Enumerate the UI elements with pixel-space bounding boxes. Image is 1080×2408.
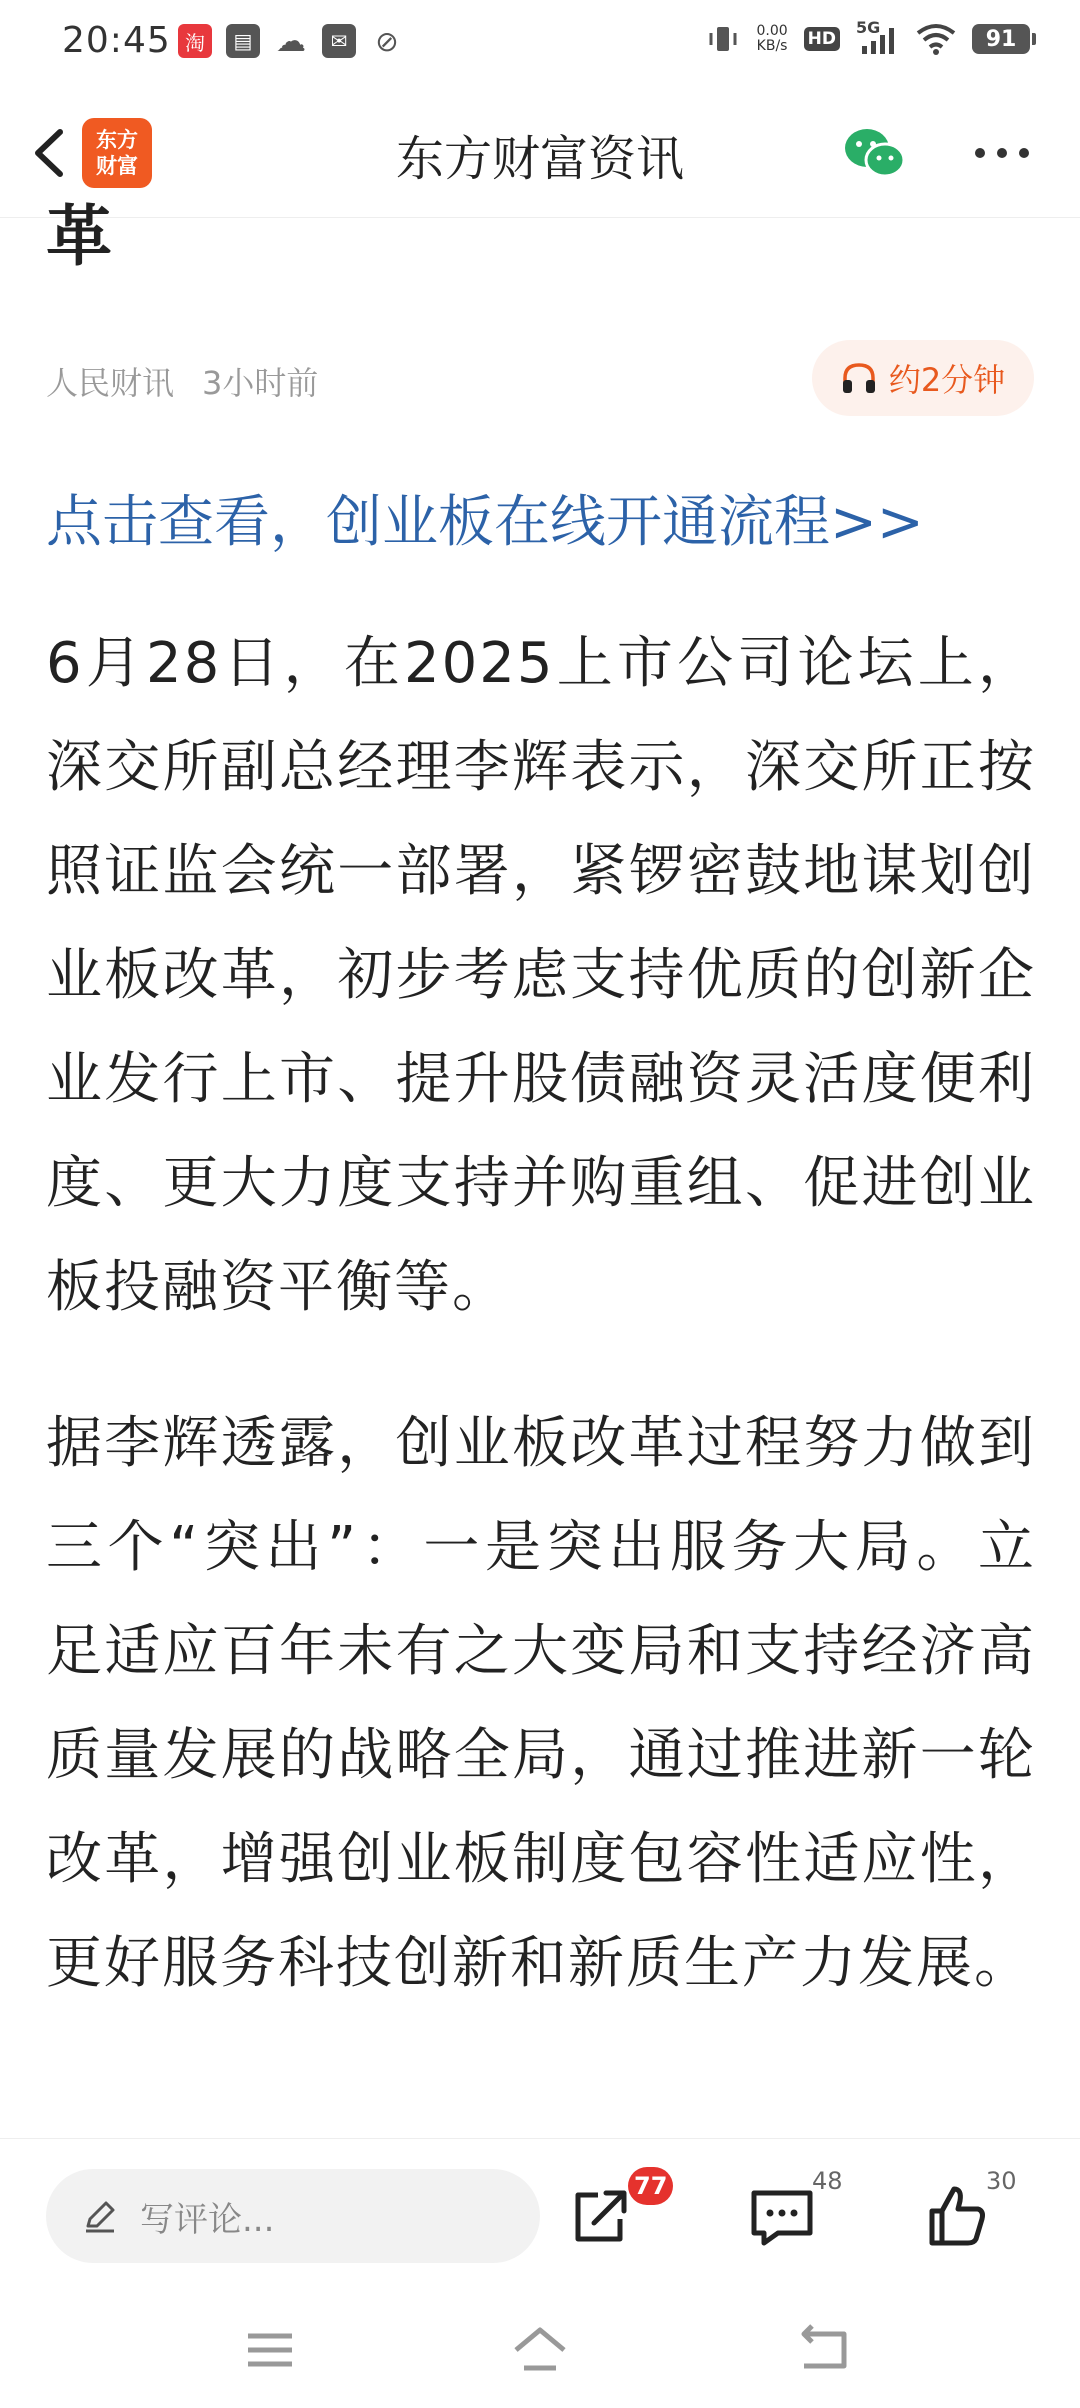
listen-button[interactable]	[812, 340, 1034, 416]
promo-link[interactable]: 点击查看，创业板在线开通流程>>	[46, 490, 924, 555]
comment-count: 48	[812, 2167, 843, 2195]
hd-icon: HD	[804, 27, 840, 51]
leaf-notification-icon: ⊘	[370, 24, 404, 58]
more-options-icon[interactable]	[970, 126, 1034, 180]
mail-notification-icon: ✉	[322, 24, 356, 58]
taobao-notification-icon: 淘	[178, 24, 212, 58]
headphones-icon	[841, 361, 877, 395]
wechat-share-icon[interactable]	[842, 124, 908, 184]
menu-icon[interactable]	[240, 2322, 300, 2378]
battery-icon	[972, 24, 1030, 54]
signal-icon	[856, 18, 900, 56]
cloud-notification-icon: ☁	[276, 23, 306, 59]
like-count: 30	[986, 2167, 1017, 2195]
listen-duration: 约2分钟	[888, 361, 1006, 399]
vibrate-icon	[706, 22, 740, 56]
network-speed-value: 0.00	[756, 23, 788, 39]
article-source[interactable]: 人民财讯	[46, 364, 175, 402]
bottom-toolbar	[0, 2138, 1080, 2288]
page-title: 东方财富资讯	[395, 131, 684, 187]
status-bar	[0, 0, 1080, 88]
comment-placeholder: 写评论...	[140, 2199, 275, 2240]
article-meta	[46, 358, 318, 404]
bus-notification-icon: ▤	[226, 24, 260, 58]
system-navigation-bar	[0, 2288, 1080, 2408]
notification-icons	[178, 24, 404, 58]
home-icon[interactable]	[510, 2322, 570, 2378]
comment-input[interactable]	[46, 2169, 540, 2263]
article-time: 3小时前	[202, 364, 319, 402]
share-count-badge: 77	[628, 2167, 673, 2205]
status-indicators	[706, 18, 1030, 56]
network-speed-unit: KB/s	[756, 38, 788, 54]
logo-text-line2: 财富	[96, 154, 138, 178]
network-speed	[756, 24, 787, 54]
status-time: 20:45	[62, 20, 171, 61]
article-paragraph-2: 据李辉透露，创业板改革过程努力做到三个“突出”：一是突出服务大局。立足适应百年未有之大变局和支持经济高质量发展的战略全局，通过推进新一轮改革，增强创业板制度包容性适应性，更好服务科技创新和新质生产力发展。	[46, 1411, 1036, 1996]
pencil-icon	[82, 2198, 118, 2234]
article-paragraph-1: 6月28日，在2025上市公司论坛上，深交所副总经理李辉表示，深交所正按照证监会统一部署，紧锣密鼓地谋划创业板改革，初步考虑支持优质的创新企业发行上市、提升股债融资灵活度便利度、更大力度支持并购重组、促进创业板投融资平衡等。	[46, 631, 1036, 1320]
wifi-icon	[916, 23, 956, 55]
top-nav-bar	[0, 88, 1080, 218]
logo-text-line1: 东方	[96, 128, 138, 152]
network-type: 5G	[856, 18, 881, 37]
article-title-fragment: 革	[46, 198, 112, 275]
back-nav-icon[interactable]	[794, 2322, 854, 2378]
battery-level: 91	[985, 26, 1017, 52]
